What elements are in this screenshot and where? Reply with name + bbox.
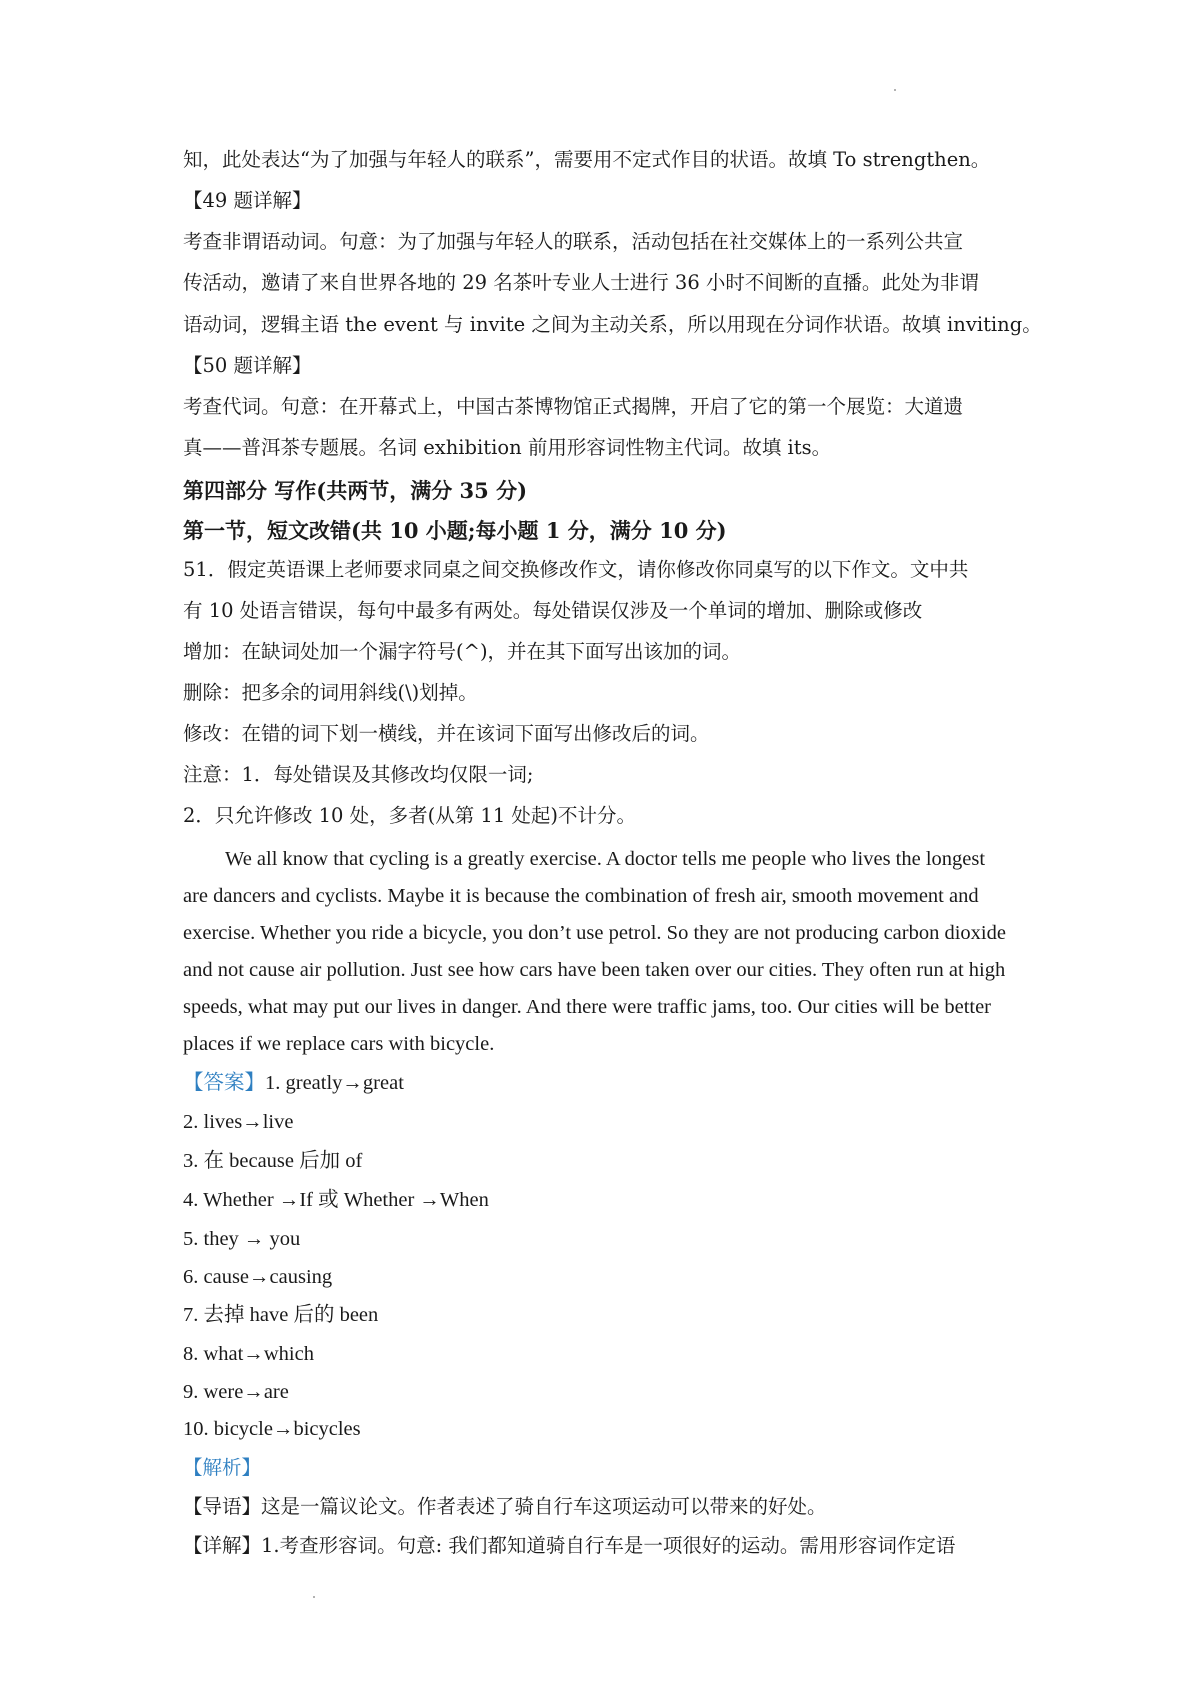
essay-line: places if we replace cars with bicycle. — [183, 1033, 495, 1055]
answer-label: 【答案】 — [183, 1072, 265, 1094]
instruction-line: 注意：1．每处错误及其修改均仅限一词; — [183, 763, 534, 786]
essay-line: We all know that cycling is a greatly exercise. A doctor tells me people who lives the longest — [225, 848, 986, 870]
instruction-line: 2．只允许修改 10 处，多者(从第 11 处起)不计分。 — [183, 804, 637, 827]
instruction-line: 删除：把多余的词用斜线(\)划掉。 — [183, 681, 478, 704]
question-text: 有 10 处语言错误，每句中最多有两处。每处错误仅涉及一个单词的增加、删除或修改 — [183, 599, 923, 622]
text-line: 考查代词。句意：在开幕式上，中国古茶博物馆正式揭牌，开启了它的第一个展览：大道遗 — [183, 395, 964, 418]
essay-line: speeds, what may put our lives in danger. And there were traffic jams, too. Our cities will be better — [183, 996, 992, 1018]
section-heading: 【50 题详解】 — [183, 354, 312, 377]
answer-item: 2. lives→live — [183, 1111, 294, 1133]
question-text: 51．假定英语课上老师要求同桌之间交换修改作文，请你修改你同桌写的以下作文。文中共 — [183, 558, 969, 581]
answer-item: 7. 去掉 have 后的 been — [183, 1304, 379, 1326]
answer-item: 10. bicycle→bicycles — [183, 1418, 361, 1440]
text-line: 语动词，逻辑主语 the event 与 invite 之间为主动关系，所以用现在分词作状语。故填 inviting。 — [183, 313, 1042, 336]
text-line: 真——普洱茶专题展。名词 exhibition 前用形容词性物主代词。故填 its。 — [183, 436, 832, 459]
answer-item: 9. were→are — [183, 1381, 289, 1403]
essay-line: exercise. Whether you ride a bicycle, you don’t use petrol. So they are not producing carbon dioxide — [183, 922, 1006, 944]
part-heading: 第四部分 写作(共两节，满分 35 分) — [183, 478, 528, 503]
answer-item: 4. Whether →If 或 Whether →When — [183, 1189, 489, 1211]
answer-item: 1. greatly→great — [265, 1072, 404, 1094]
text-line: 考查非谓语动词。句意：为了加强与年轻人的联系，活动包括在社交媒体上的一系列公共宣 — [183, 230, 964, 253]
scan-mark — [313, 1596, 315, 1598]
scan-mark — [894, 89, 896, 91]
answer-item: 6. cause→causing — [183, 1266, 333, 1288]
essay-line: are dancers and cyclists. Maybe it is because the combination of fresh air, smooth movement and — [183, 885, 979, 907]
answer-line — [183, 1070, 404, 1096]
subsection-heading: 第一节，短文改错(共 10 小题;每小题 1 分，满分 10 分) — [183, 518, 727, 543]
text-line: 知，此处表达“为了加强与年轻人的联系”，需要用不定式作目的状语。故填 To strengthen。 — [183, 148, 991, 171]
essay-line: and not cause air pollution. Just see how cars have been taken over our cities. They often run at high — [183, 959, 1006, 981]
analysis-line: 【详解】1.考查形容词。句意: 我们都知道骑自行车是一项很好的运动。需用形容词作定语 — [183, 1534, 956, 1557]
analysis-label: 【解析】 — [183, 1456, 262, 1479]
answer-item: 8. what→which — [183, 1343, 314, 1365]
text-line: 传活动，邀请了来自世界各地的 29 名茶叶专业人士进行 36 小时不间断的直播。此处为非谓 — [183, 271, 979, 294]
instruction-line: 修改：在错的词下划一横线，并在该词下面写出修改后的词。 — [183, 722, 710, 745]
answer-item: 5. they → you — [183, 1228, 301, 1250]
analysis-line — [183, 1455, 261, 1481]
answer-item: 3. 在 because 后加 of — [183, 1150, 363, 1172]
instruction-line: 增加：在缺词处加一个漏字符号(^)，并在其下面写出该加的词。 — [183, 640, 742, 663]
section-heading: 【49 题详解】 — [183, 189, 312, 212]
analysis-line: 【导语】这是一篇议论文。作者表述了骑自行车这项运动可以带来的好处。 — [183, 1495, 827, 1518]
